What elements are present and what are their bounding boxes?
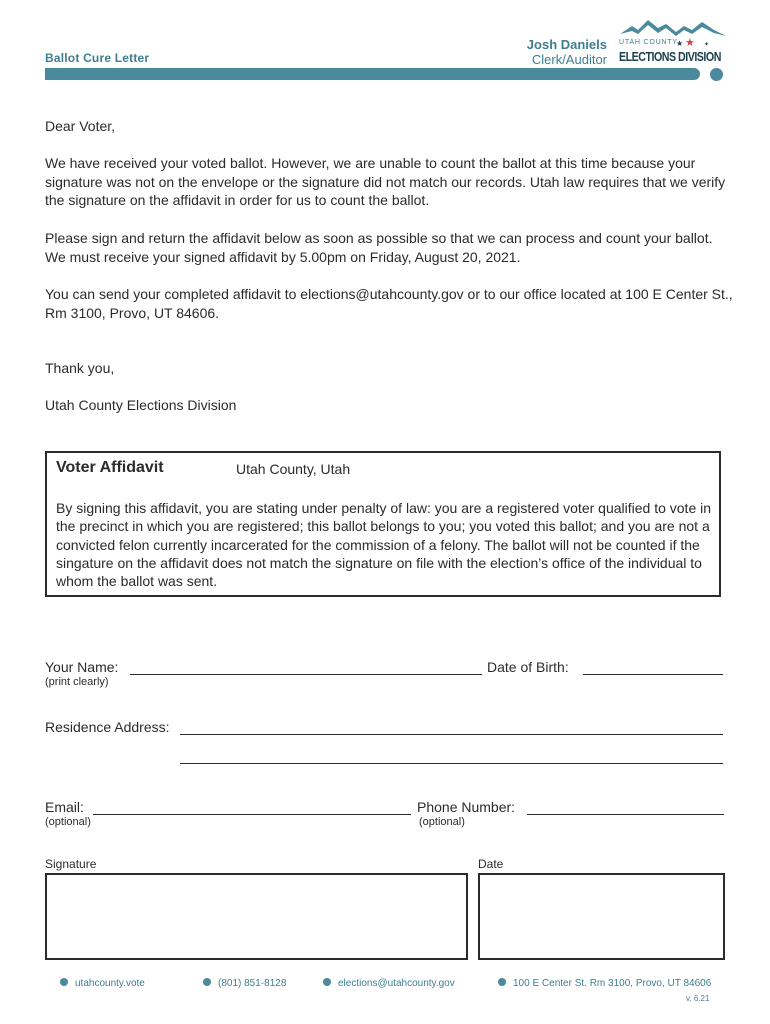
address-field-line-1[interactable] — [180, 734, 723, 735]
version-label: v. 6.21 — [686, 994, 710, 1003]
phone-field[interactable] — [527, 814, 724, 815]
signature-label: Signature — [45, 857, 97, 871]
dob-label: Date of Birth: — [487, 659, 569, 675]
sender: Utah County Elections Division — [45, 397, 237, 413]
dob-field[interactable] — [583, 674, 723, 675]
phone-hint: (optional) — [419, 816, 465, 828]
email-hint: (optional) — [45, 816, 91, 828]
bullet-icon — [60, 978, 68, 986]
header-dot — [710, 68, 723, 81]
date-label: Date — [478, 857, 504, 871]
phone-label: Phone Number: — [417, 799, 516, 815]
star-blue-icon: ★ — [676, 39, 684, 48]
logo-division-text: ELECTIONS DIVISION — [619, 49, 721, 64]
closing: Thank you, — [45, 360, 115, 376]
letter-paragraph-2: Please sign and return the affidavit below as soon as possible so that we can process and count your ballot. We must receive your signed affidavit by 5.00pm on Friday, August 20, 2021. — [45, 230, 713, 265]
logo-county-text: UTAH COUNTY — [619, 39, 678, 46]
footer-address-text: 100 E Center St. Rm 3100, Provo, UT 84606 — [513, 978, 712, 989]
letter-paragraph-1: We have received your voted ballot. However, we are unable to count the ballot at this time because your signature was not on the envelope or the signature did not match our records. Utah law requires that we verify the signature on the affidavit in order for us to count the ballot. — [45, 155, 726, 208]
mountain-shape — [620, 20, 726, 36]
footer-website-text: utahcounty.vote — [75, 978, 145, 989]
affidavit-title: Voter Affidavit — [56, 459, 164, 476]
footer-website — [60, 978, 145, 989]
star-small-icon: ✦ — [704, 41, 710, 48]
bullet-icon — [498, 978, 506, 986]
email-label: Email: — [45, 799, 84, 815]
official-name: Josh Daniels — [526, 37, 607, 52]
address-label: Residence Address: — [45, 719, 170, 735]
affidavit-location: Utah County, Utah — [236, 461, 351, 477]
salutation: Dear Voter, — [45, 118, 116, 134]
date-box[interactable] — [478, 873, 725, 960]
footer-phone-text: (801) 851-8128 — [218, 978, 287, 989]
affidavit-text: By signing this affidavit, you are stating under penalty of law: you are a registered voter qualified to vote in the precinct in which you are registered; this ballot belongs to you; you voted this ballot; and you are not a convicted felon currently incarcerated for the commission of a felony. The ballot will not be counted if the singature on the affidavit does not match the signature on file with the election’s office of the individual to whom the ballot was sent. — [56, 500, 712, 590]
footer-email-text: elections@utahcounty.gov — [338, 978, 455, 989]
letter-paragraph-3: You can send your completed affidavit to elections@utahcounty.gov or to our office located at 100 E Center St., Rm 3100, Provo, UT 84606. — [45, 286, 733, 321]
name-hint: (print clearly) — [45, 676, 109, 688]
footer-email — [323, 978, 455, 989]
official-role: Clerk/Auditor — [531, 52, 607, 67]
footer-address — [498, 978, 711, 989]
star-red-icon: ★ — [685, 36, 695, 49]
name-field[interactable] — [130, 674, 482, 675]
signature-box[interactable] — [45, 873, 468, 960]
address-field-line-2[interactable] — [180, 763, 723, 764]
bullet-icon — [323, 978, 331, 986]
document-title: Ballot Cure Letter — [45, 51, 150, 65]
email-field[interactable] — [93, 814, 411, 815]
name-label: Your Name: — [45, 659, 119, 675]
footer-phone — [203, 978, 286, 989]
header-bar — [45, 68, 700, 80]
bullet-icon — [203, 978, 211, 986]
